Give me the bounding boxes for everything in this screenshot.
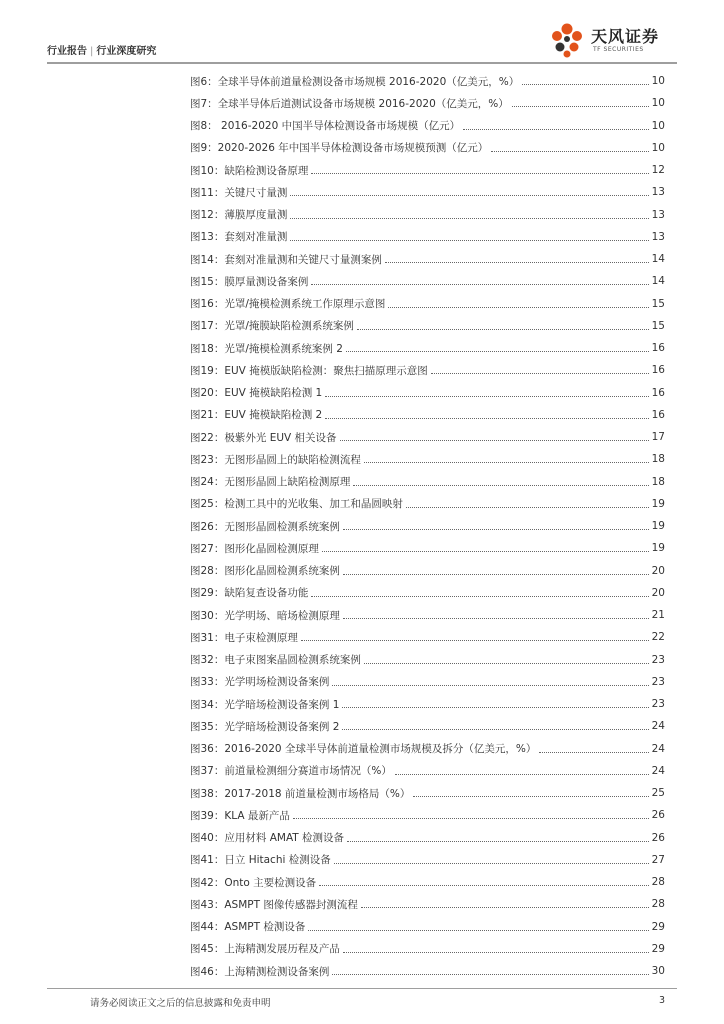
toc-dot-leader [539, 751, 648, 753]
toc-entry-page: 13 [651, 230, 665, 243]
toc-entry-page: 24 [651, 764, 665, 777]
toc-entry-page: 23 [651, 675, 665, 688]
toc-dot-leader [293, 817, 649, 819]
toc-entry[interactable] [190, 671, 665, 693]
toc-entry-title: 图40：应用材料 AMAT 检测设备 [190, 832, 345, 845]
toc-entry-page: 19 [651, 497, 665, 510]
toc-entry-title: 图18：光罩/掩模检测系统案例 2 [190, 342, 343, 355]
header-category [47, 42, 156, 57]
toc-entry[interactable] [190, 626, 665, 648]
toc-entry-title: 图39：KLA 最新产品 [190, 809, 290, 822]
toc-entry-title: 图26：无图形晶圆检测系统案例 [190, 520, 340, 533]
toc-dot-leader [290, 194, 648, 196]
toc-entry-title: 图7：全球半导体后道测试设备市场规模 2016-2020（亿美元，%） [190, 97, 509, 110]
toc-entry[interactable] [190, 159, 665, 181]
toc-dot-leader [290, 239, 648, 241]
toc-entry-page: 10 [651, 97, 665, 110]
toc-entry-page: 14 [651, 275, 665, 288]
toc-entry[interactable] [190, 782, 665, 804]
toc-entry-page: 20 [651, 564, 665, 577]
toc-entry-page: 28 [651, 876, 665, 889]
toc-entry-title: 图6：全球半导体前道量检测设备市场规模 2016-2020（亿美元，%） [190, 75, 520, 88]
toc-entry[interactable] [190, 226, 665, 248]
toc-dot-leader [512, 105, 649, 107]
toc-entry-page: 16 [651, 342, 665, 355]
flower-logo-icon [547, 20, 587, 60]
toc-entry[interactable] [190, 738, 665, 760]
toc-entry[interactable] [190, 693, 665, 715]
toc-entry-title: 图15：膜厚量测设备案例 [190, 275, 309, 288]
toc-dot-leader [343, 528, 649, 530]
toc-dot-leader [308, 929, 648, 931]
toc-entry[interactable] [190, 448, 665, 470]
toc-dot-leader [353, 484, 648, 486]
toc-entry[interactable] [190, 916, 665, 938]
toc-dot-leader [340, 439, 649, 441]
toc-entry-title: 图17：光罩/掩膜缺陷检测系统案例 [190, 320, 354, 333]
footer-divider [47, 988, 677, 989]
toc-entry-title: 图14：套刻对准量测和关键尺寸量测案例 [190, 253, 382, 266]
toc-entry-title: 图9：2020-2026 年中国半导体检测设备市场规模预测（亿元） [190, 142, 489, 155]
toc-entry-title: 图8： 2016-2020 中国半导体检测设备市场规模（亿元） [190, 120, 461, 133]
toc-entry-page: 29 [651, 942, 665, 955]
toc-entry[interactable] [190, 804, 665, 826]
toc-entry[interactable] [190, 181, 665, 203]
page-header [47, 18, 677, 62]
toc-entry-title: 图43：ASMPT 图像传感器封测流程 [190, 898, 358, 911]
toc-entry-page: 13 [651, 186, 665, 199]
toc-entry-title: 图24：无图形晶圆上缺陷检测原理 [190, 476, 351, 489]
toc-entry-page: 24 [651, 720, 665, 733]
toc-entry[interactable] [190, 426, 665, 448]
toc-entry-title: 图16：光罩/掩模检测系统工作原理示意图 [190, 298, 386, 311]
toc-entry-title: 图21：EUV 掩模缺陷检测 2 [190, 409, 323, 422]
toc-dot-leader [385, 261, 649, 263]
toc-entry[interactable] [190, 359, 665, 381]
toc-dot-leader [343, 617, 649, 619]
toc-entry-title: 图38：2017-2018 前道量检测市场格局（%） [190, 787, 411, 800]
toc-dot-leader [319, 884, 648, 886]
toc-dot-leader [388, 306, 648, 308]
toc-entry-title: 图37：前道量检测细分赛道市场情况（%） [190, 765, 392, 778]
toc-dot-leader [332, 684, 648, 686]
toc-entry-page: 23 [651, 698, 665, 711]
toc-entry-title: 图34：光学暗场检测设备案例 1 [190, 698, 340, 711]
toc-entry-page: 21 [651, 609, 665, 622]
toc-dot-leader [334, 862, 649, 864]
toc-entry[interactable] [190, 537, 665, 559]
toc-entry-page: 23 [651, 653, 665, 666]
header-report-type: 行业报告 [47, 46, 87, 57]
toc-entry-page: 16 [651, 386, 665, 399]
toc-dot-leader [343, 573, 649, 575]
toc-entry[interactable] [190, 293, 665, 315]
toc-entry-page: 20 [651, 586, 665, 599]
toc-entry-title: 图44：ASMPT 检测设备 [190, 921, 306, 934]
toc-entry-title: 图20：EUV 掩模缺陷检测 1 [190, 387, 323, 400]
toc-dot-leader [347, 840, 649, 842]
toc-entry[interactable] [190, 248, 665, 270]
toc-dot-leader [413, 795, 648, 797]
toc-entry-page: 18 [651, 453, 665, 466]
toc-entry[interactable] [190, 337, 665, 359]
toc-dot-leader [357, 328, 649, 330]
header-report-subtype: 行业深度研究 [96, 46, 157, 57]
toc-entry[interactable] [190, 471, 665, 493]
toc-dot-leader [406, 506, 649, 508]
toc-dot-leader [361, 906, 649, 908]
header-divider [47, 62, 677, 64]
toc-entry[interactable] [190, 827, 665, 849]
toc-entry-page: 12 [651, 164, 665, 177]
toc-entry-title: 图29：缺陷复查设备功能 [190, 587, 309, 600]
toc-entry-page: 15 [651, 319, 665, 332]
toc-dot-leader [325, 417, 648, 419]
toc-entry[interactable] [190, 515, 665, 537]
toc-entry-title: 图46：上海精测检测设备案例 [190, 965, 330, 978]
toc-entry-title: 图32：电子束图案晶圆检测系统案例 [190, 654, 361, 667]
figure-list [190, 70, 665, 982]
toc-entry[interactable] [190, 938, 665, 960]
toc-entry-page: 19 [651, 520, 665, 533]
toc-entry-title: 图41：日立 Hitachi 检测设备 [190, 854, 331, 867]
toc-entry-page: 16 [651, 364, 665, 377]
toc-entry[interactable] [190, 315, 665, 337]
toc-dot-leader [395, 773, 649, 775]
toc-entry[interactable] [190, 270, 665, 292]
toc-entry-page: 18 [651, 475, 665, 488]
toc-entry[interactable] [190, 70, 665, 92]
toc-entry-page: 14 [651, 253, 665, 266]
toc-dot-leader [431, 372, 649, 374]
toc-entry[interactable] [190, 582, 665, 604]
toc-entry-page: 10 [651, 119, 665, 132]
toc-entry-title: 图42：Onto 主要检测设备 [190, 876, 317, 889]
toc-entry-page: 29 [651, 920, 665, 933]
company-logo [547, 18, 677, 60]
toc-entry-page: 19 [651, 542, 665, 555]
toc-entry-title: 图22：极紫外光 EUV 相关设备 [190, 431, 337, 444]
toc-entry-title: 图36：2016-2020 全球半导体前道量检测市场规模及拆分（亿美元，%） [190, 743, 537, 756]
toc-entry[interactable] [190, 604, 665, 626]
toc-entry-title: 图13：套刻对准量测 [190, 231, 288, 244]
toc-entry[interactable] [190, 760, 665, 782]
toc-dot-leader [343, 951, 649, 953]
logo-english-name: TF SECURITIES [593, 46, 644, 53]
toc-dot-leader [332, 973, 648, 975]
toc-dot-leader [463, 128, 649, 130]
toc-dot-leader [311, 283, 648, 285]
toc-entry[interactable] [190, 493, 665, 515]
toc-entry-title: 图11：关键尺寸量测 [190, 186, 288, 199]
toc-dot-leader [311, 595, 648, 597]
toc-entry-page: 24 [651, 742, 665, 755]
toc-entry-title: 图45：上海精测发展历程及产品 [190, 943, 340, 956]
toc-entry-page: 10 [651, 141, 665, 154]
toc-entry-page: 25 [651, 787, 665, 800]
toc-entry-page: 28 [651, 898, 665, 911]
toc-entry-page: 16 [651, 408, 665, 421]
toc-dot-leader [364, 461, 649, 463]
toc-entry-title: 图31：电子束检测原理 [190, 631, 298, 644]
toc-entry[interactable] [190, 92, 665, 114]
toc-entry-title: 图23：无图形晶圆上的缺陷检测流程 [190, 453, 361, 466]
toc-entry[interactable] [190, 715, 665, 737]
toc-entry[interactable] [190, 893, 665, 915]
toc-dot-leader [364, 662, 649, 664]
toc-entry[interactable] [190, 560, 665, 582]
toc-dot-leader [342, 728, 648, 730]
toc-entry-page: 30 [651, 965, 665, 978]
toc-entry[interactable] [190, 649, 665, 671]
toc-dot-leader [491, 150, 648, 152]
toc-entry[interactable] [190, 871, 665, 893]
toc-entry[interactable] [190, 960, 665, 982]
toc-dot-leader [346, 350, 649, 352]
toc-dot-leader [322, 550, 649, 552]
toc-entry-title: 图33：光学明场检测设备案例 [190, 676, 330, 689]
toc-entry[interactable] [190, 849, 665, 871]
toc-dot-leader [301, 639, 649, 641]
toc-entry-page: 22 [651, 631, 665, 644]
toc-entry-page: 15 [651, 297, 665, 310]
toc-entry-title: 图30：光学明场、暗场检测原理 [190, 609, 340, 622]
toc-entry[interactable] [190, 382, 665, 404]
toc-entry-page: 26 [651, 831, 665, 844]
toc-entry-title: 图28：图形化晶圆检测系统案例 [190, 565, 340, 578]
toc-entry-title: 图35：光学暗场检测设备案例 2 [190, 720, 340, 733]
logo-chinese-name: 天风证券 [591, 27, 660, 46]
toc-entry-page: 26 [651, 809, 665, 822]
toc-dot-leader [311, 172, 648, 174]
header-separator: | [90, 46, 94, 57]
toc-entry-title: 图10：缺陷检测设备原理 [190, 164, 309, 177]
toc-dot-leader [522, 83, 648, 85]
toc-entry-title: 图12：薄膜厚度量测 [190, 209, 288, 222]
toc-entry-page: 27 [651, 853, 665, 866]
toc-entry-title: 图25：检测工具中的光收集、加工和晶圆映射 [190, 498, 403, 511]
toc-dot-leader [342, 706, 648, 708]
toc-entry-page: 10 [651, 75, 665, 88]
toc-entry-title: 图19：EUV 掩模版缺陷检测：聚焦扫描原理示意图 [190, 364, 428, 377]
toc-entry-page: 13 [651, 208, 665, 221]
toc-entry-title: 图27：图形化晶圆检测原理 [190, 542, 319, 555]
toc-entry[interactable] [190, 404, 665, 426]
toc-dot-leader [325, 395, 648, 397]
toc-entry[interactable] [190, 204, 665, 226]
toc-dot-leader [290, 217, 648, 219]
toc-entry-page: 17 [651, 431, 665, 444]
footer-disclaimer: 请务必阅读正文之后的信息披露和免责申明 [90, 998, 271, 1009]
toc-entry[interactable] [190, 115, 665, 137]
toc-entry[interactable] [190, 137, 665, 159]
page-number: 3 [658, 995, 665, 1006]
